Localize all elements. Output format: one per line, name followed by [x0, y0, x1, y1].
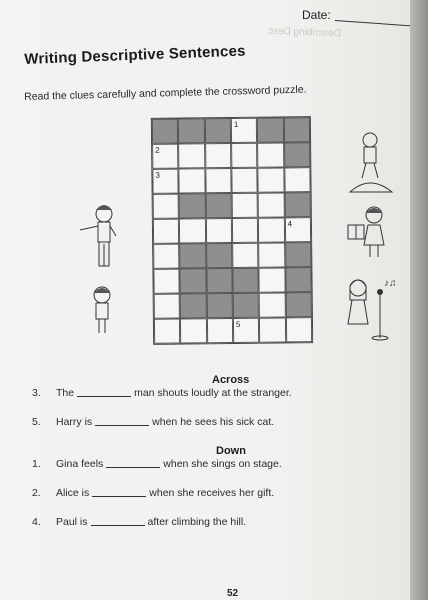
grid-cell-open[interactable] [153, 269, 180, 294]
grid-cell-shaded [180, 293, 207, 318]
down-clue-1 [32, 458, 282, 470]
grid-cell-open[interactable] [258, 192, 285, 217]
grid-cell-shaded [285, 292, 312, 317]
girl-singing-illustration [340, 276, 396, 342]
grid-cell-shaded [233, 293, 260, 318]
clue-number-label: 3 [155, 170, 160, 180]
clue-before-text: Alice is [56, 487, 90, 499]
answer-blank[interactable] [106, 467, 160, 468]
grid-cell-open[interactable] [152, 169, 179, 194]
boy-illustration [88, 285, 116, 337]
grid-cell-open[interactable] [259, 292, 286, 317]
girl-with-gift-illustration [346, 205, 396, 261]
down-clue-2 [32, 487, 274, 499]
answer-blank[interactable] [77, 396, 131, 397]
grid-cell-shaded [152, 119, 179, 144]
grid-cell-shaded [206, 293, 233, 318]
grid-cell-shaded [284, 192, 311, 217]
clue-after-text: when she receives her gift. [149, 487, 275, 499]
answer-blank[interactable] [92, 496, 146, 497]
grid-cell-open[interactable] [180, 318, 207, 343]
date-line [335, 20, 415, 27]
grid-cell-open[interactable] [153, 194, 180, 219]
grid-cell-open[interactable] [257, 142, 284, 167]
angry-man-illustration [72, 200, 132, 274]
clue-before-text: Gina feels [56, 458, 104, 470]
clue-number-label: 4 [287, 219, 293, 229]
clue-after-text: after climbing the hill. [147, 516, 247, 528]
grid-cell-open[interactable] [258, 167, 285, 192]
grid-cell-shaded [179, 243, 206, 268]
clue-number: 1. [32, 458, 41, 470]
grid-cell-open[interactable] [205, 168, 232, 193]
across-clue-5 [32, 416, 274, 428]
grid-cell-open[interactable] [152, 144, 179, 169]
clue-number-label: 5 [235, 319, 241, 329]
grid-cell-open[interactable] [258, 242, 285, 267]
hiker-illustration [348, 130, 394, 194]
page-number: 52 [227, 588, 239, 599]
grid-cell-open[interactable] [284, 167, 311, 192]
grid-cell-shaded [178, 118, 205, 143]
clue-number-label: 2 [155, 145, 160, 155]
answer-blank[interactable] [91, 525, 145, 526]
grid-cell-open[interactable] [259, 317, 286, 342]
grid-cell-shaded [284, 142, 311, 167]
grid-cell-shaded [283, 117, 310, 142]
grid-cell-shaded [205, 193, 232, 218]
grid-cell-shaded [180, 268, 207, 293]
grid-cell-shaded [285, 242, 312, 267]
clue-number: 2. [32, 487, 41, 499]
grid-cell-open[interactable] [285, 217, 312, 242]
grid-cell-open[interactable] [207, 318, 234, 343]
clue-before-text: Paul is [56, 516, 88, 528]
grid-cell-open[interactable] [153, 219, 180, 244]
down-clue-4 [32, 516, 246, 528]
across-clue-3 [32, 387, 292, 399]
date-label: Date: [302, 8, 331, 22]
grid-cell-open[interactable] [154, 294, 181, 319]
grid-cell-open[interactable] [179, 168, 206, 193]
grid-cell-shaded [257, 117, 284, 142]
grid-cell-open[interactable] [206, 218, 233, 243]
grid-cell-open[interactable] [231, 143, 258, 168]
svg-text:♪♫: ♪♫ [384, 278, 396, 289]
grid-cell-open[interactable] [232, 218, 259, 243]
grid-cell-open[interactable] [178, 143, 205, 168]
clue-number-label: 1 [233, 119, 239, 129]
grid-cell-shaded [179, 193, 206, 218]
grid-cell-shaded [285, 267, 312, 292]
clue-after-text: when he sees his sick cat. [152, 416, 275, 428]
clue-before-text: The [56, 387, 75, 399]
grid-cell-shaded [206, 268, 233, 293]
grid-cell-open[interactable] [232, 193, 259, 218]
clue-number: 5. [32, 416, 41, 428]
answer-blank[interactable] [95, 425, 149, 426]
clue-after-text: when she sings on stage. [163, 458, 282, 470]
crossword-grid [151, 116, 313, 345]
grid-cell-open[interactable] [205, 143, 232, 168]
clue-number: 4. [32, 516, 41, 528]
page-edge-shadow [410, 0, 428, 600]
down-heading: Down [216, 445, 246, 457]
grid-cell-open[interactable] [154, 319, 181, 344]
page-title: Writing Descriptive Sentences [24, 42, 246, 68]
grid-cell-open[interactable] [233, 318, 260, 343]
clue-after-text: man shouts loudly at the stranger. [134, 387, 292, 399]
clue-number: 3. [32, 387, 41, 399]
grid-cell-open[interactable] [232, 243, 259, 268]
grid-cell-open[interactable] [259, 267, 286, 292]
grid-cell-open[interactable] [231, 168, 258, 193]
bleed-through-text: Describing Desc [267, 25, 341, 40]
grid-cell-open[interactable] [286, 317, 313, 342]
grid-cell-shaded [206, 243, 233, 268]
grid-cell-shaded [204, 118, 231, 143]
grid-cell-shaded [232, 268, 259, 293]
instructions: Read the clues carefully and complete the crossword puzzle. [24, 83, 307, 103]
clue-before-text: Harry is [56, 416, 93, 428]
grid-cell-open[interactable] [231, 118, 258, 143]
grid-cell-open[interactable] [179, 218, 206, 243]
grid-cell-open[interactable] [153, 244, 180, 269]
across-heading: Across [212, 374, 250, 386]
grid-cell-open[interactable] [258, 217, 285, 242]
